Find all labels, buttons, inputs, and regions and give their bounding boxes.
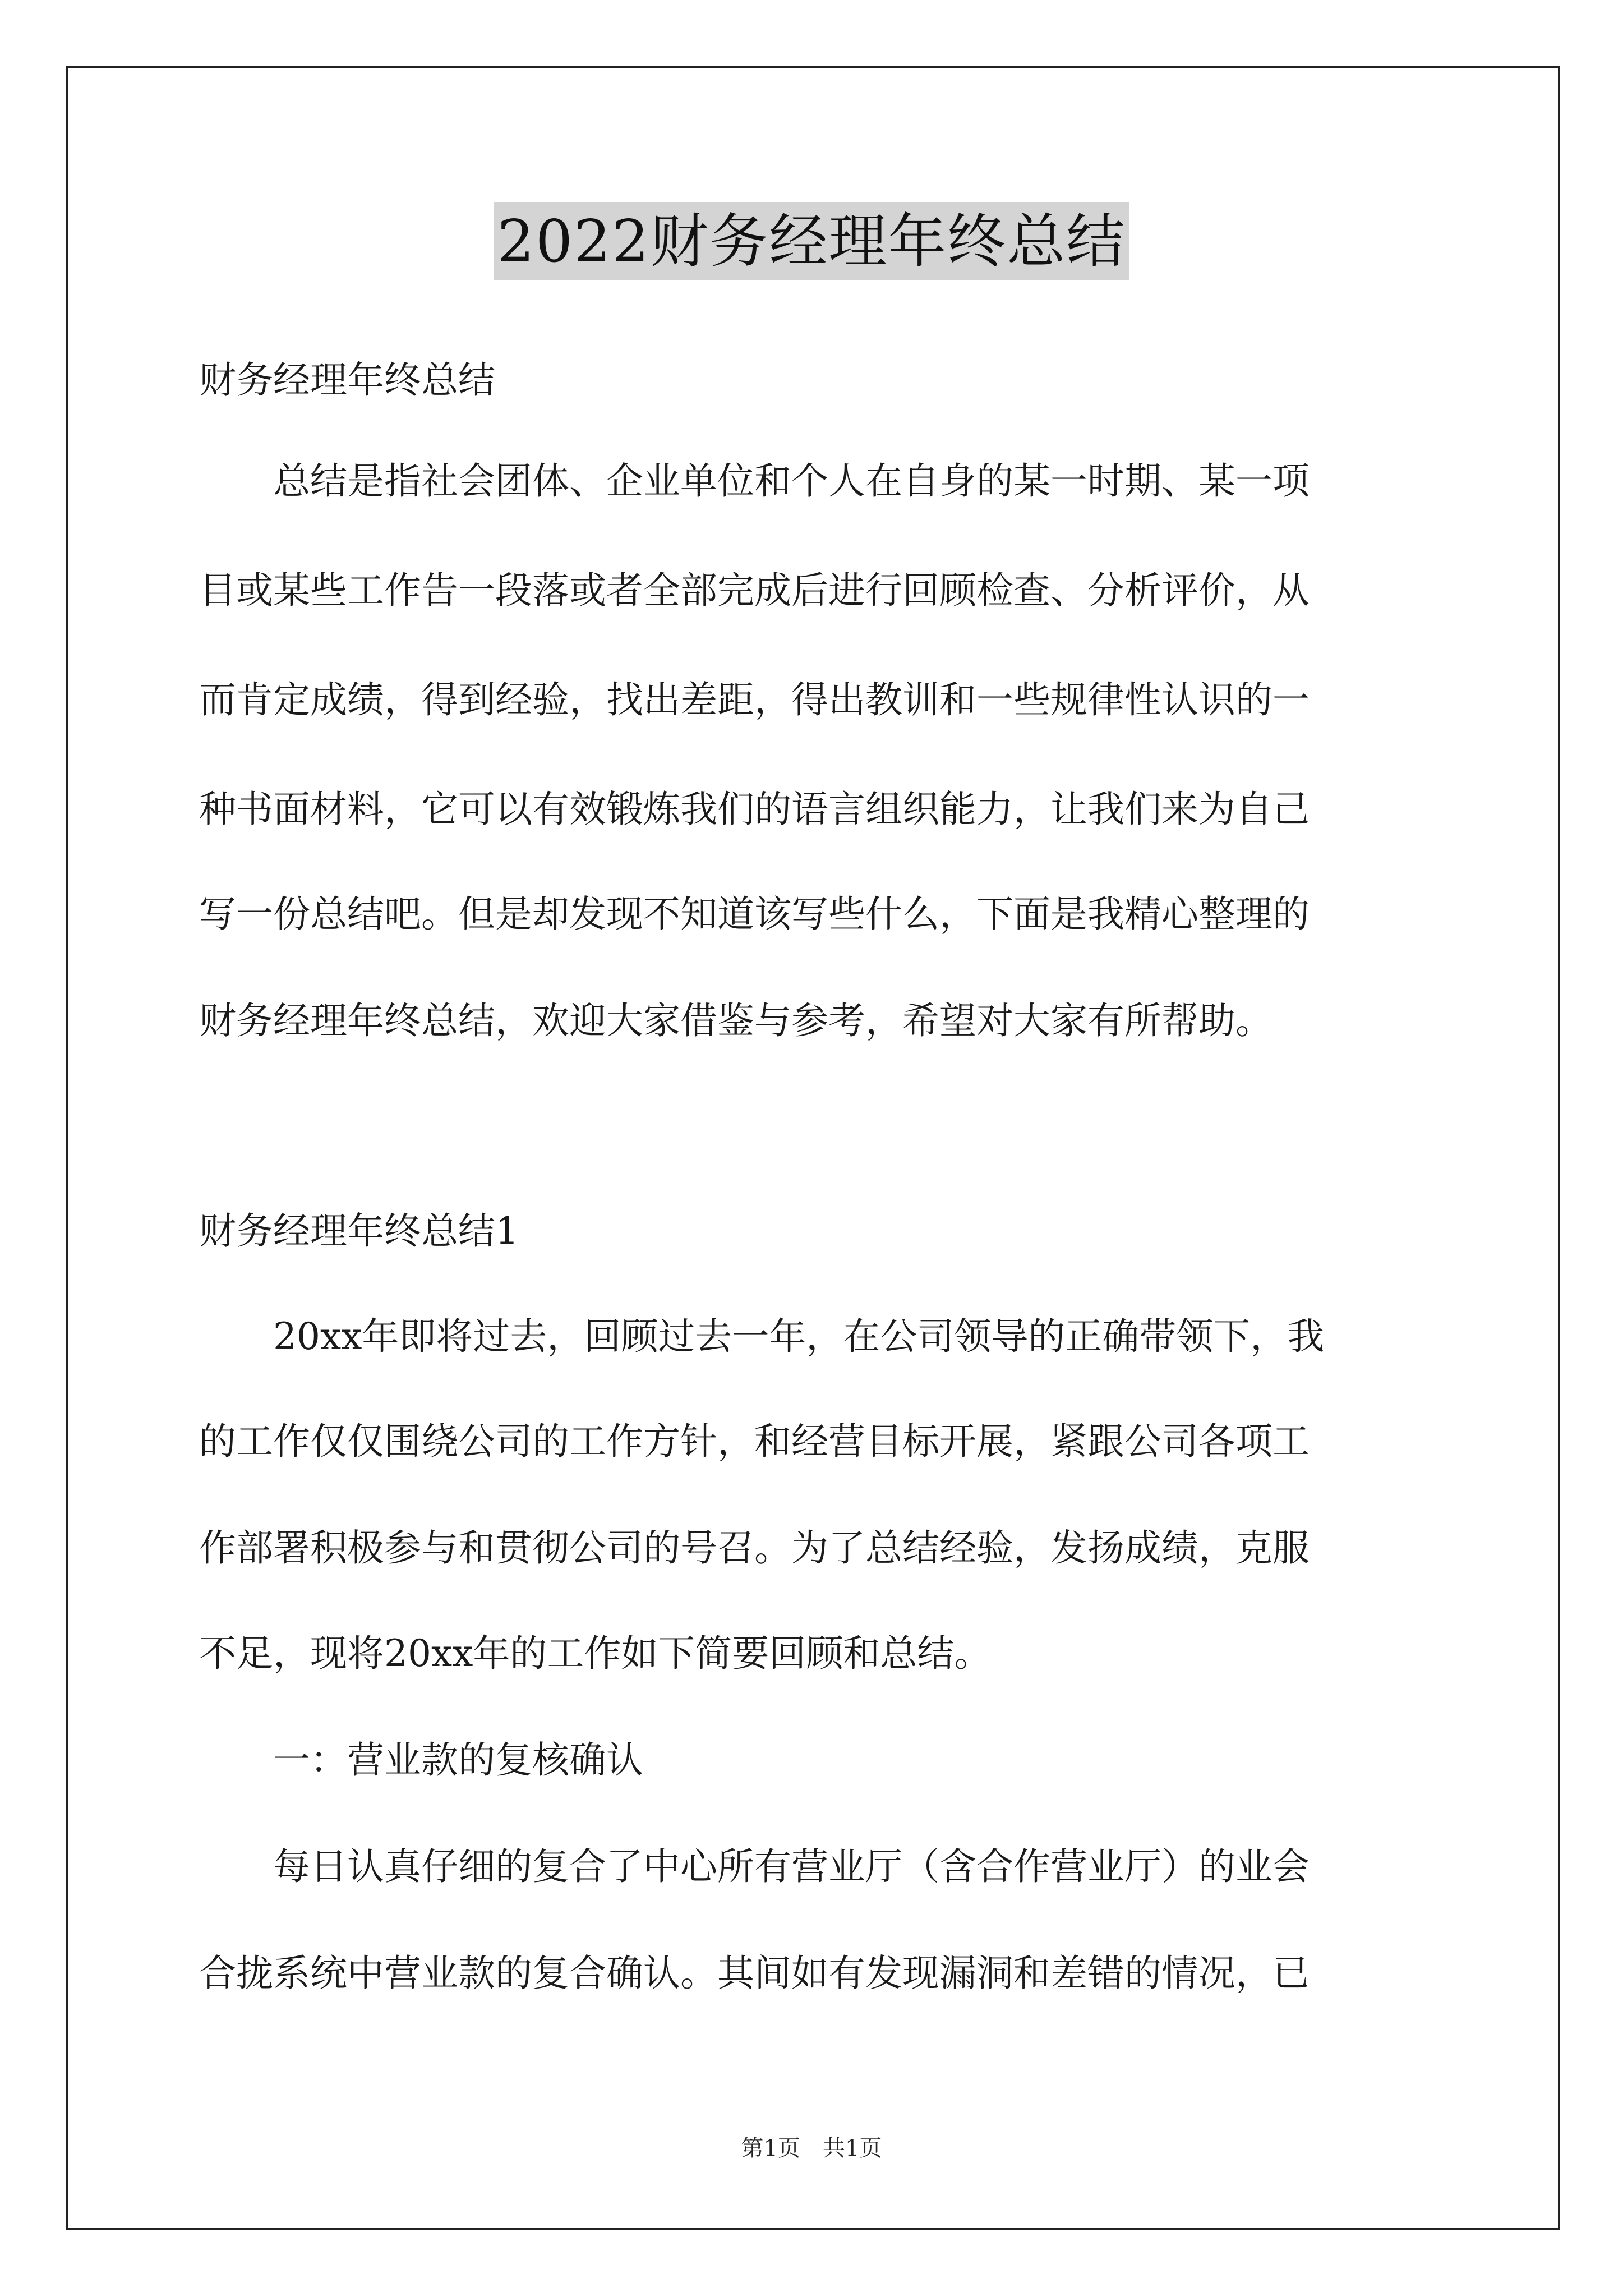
paragraph-line: 作部署积极参与和贯彻公司的号召。为了总结经验，发扬成绩，克服	[199, 1526, 1310, 1570]
paragraph-line: 20xx年即将过去，回顾过去一年，在公司领导的正确带领下，我	[199, 1315, 1325, 1358]
paragraph-line: 而肯定成绩，得到经验，找出差距，得出教训和一些规律性认识的一	[199, 678, 1310, 721]
paragraph-line: 总结是指社会团体、企业单位和个人在自身的某一时期、某一项	[199, 459, 1310, 503]
document-title: 2022财务经理年终总结	[494, 202, 1129, 280]
title-container	[0, 202, 1623, 280]
paragraph-line: 的工作仅仅围绕公司的工作方针，和经营目标开展，紧跟公司各项工	[199, 1420, 1310, 1463]
subtitle-line: 财务经理年终总结	[199, 358, 495, 402]
paragraph-line: 不足，现将20xx年的工作如下简要回顾和总结。	[199, 1632, 992, 1675]
paragraph-line: 种书面材料，它可以有效锻炼我们的语言组织能力，让我们来为自己	[199, 788, 1310, 831]
section-heading: 财务经理年终总结1	[199, 1209, 519, 1253]
paragraph-line: 每日认真仔细的复合了中心所有营业厅（含合作营业厅）的业会	[199, 1845, 1310, 1888]
paragraph-line: 写一份总结吧。但是却发现不知道该写些什么，下面是我精心整理的	[199, 892, 1310, 936]
subsection-heading: 一：营业款的复核确认	[199, 1738, 643, 1782]
page-footer: 第1页 共1页	[741, 2136, 882, 2161]
paragraph-line: 财务经理年终总结，欢迎大家借鉴与参考，希望对大家有所帮助。	[199, 999, 1272, 1042]
paragraph-line: 合拢系统中营业款的复合确认。其间如有发现漏洞和差错的情况，已	[199, 1952, 1310, 1995]
paragraph-line: 目或某些工作告一段落或者全部完成后进行回顾检查、分析评价，从	[199, 569, 1310, 612]
